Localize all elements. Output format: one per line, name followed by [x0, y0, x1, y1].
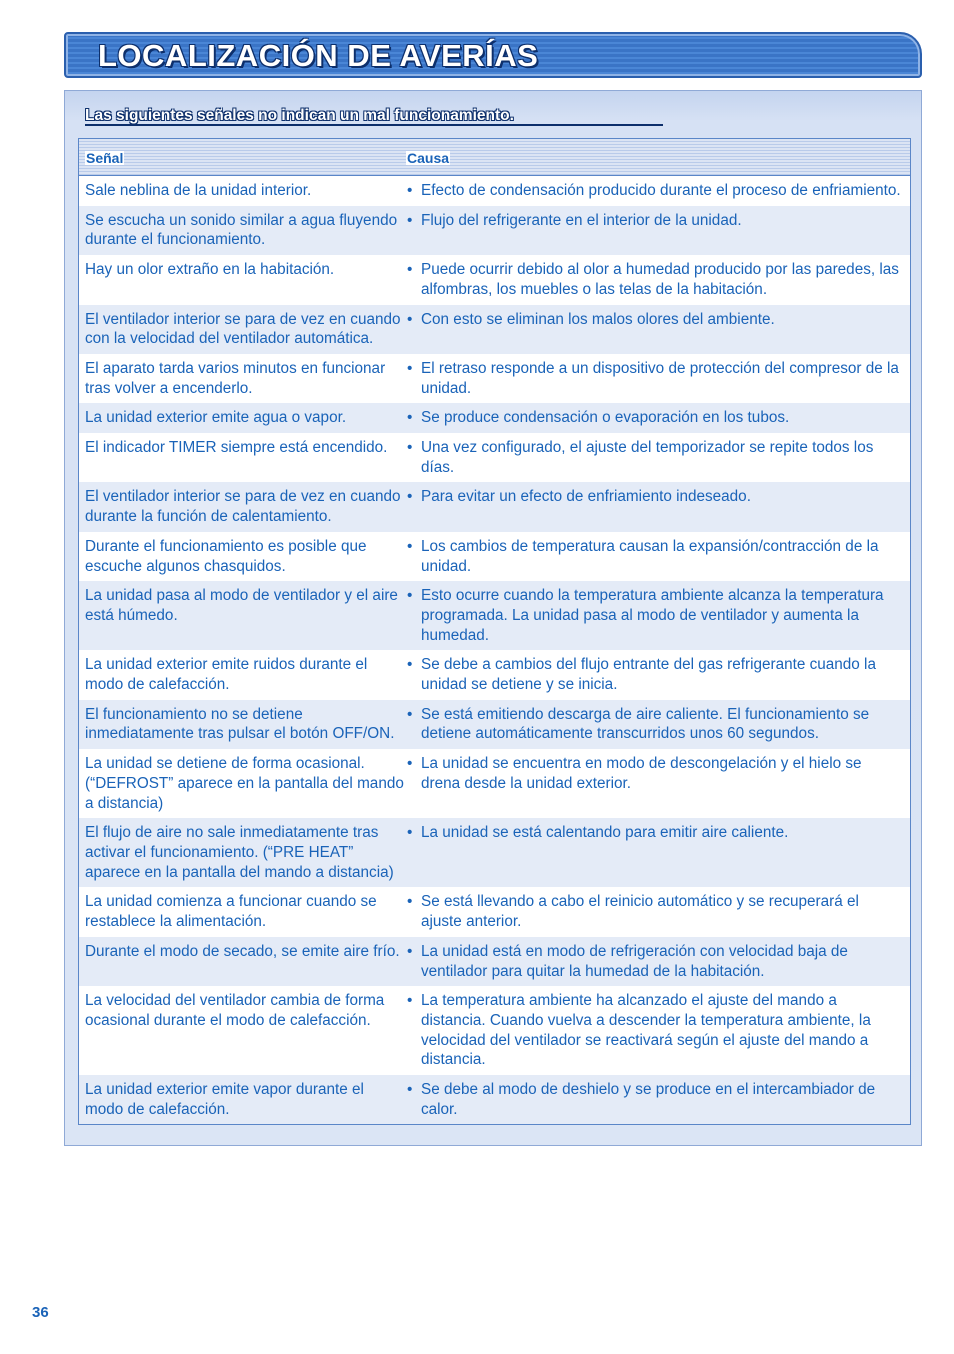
bullet-icon: •: [407, 409, 413, 427]
page-title: LOCALIZACIÓN DE AVERÍAS: [98, 38, 539, 73]
bullet-icon: •: [407, 992, 413, 1010]
cause-text: Se está llevando a cabo el reinicio automático y se recuperará el ajuste anterior.: [421, 893, 859, 931]
cause-text: Para evitar un efecto de enfriamiento indeseado.: [421, 488, 751, 506]
cause-cell: [406, 581, 910, 650]
bullet-icon: •: [407, 211, 413, 229]
table-row: [79, 206, 910, 255]
cause-text: Flujo del refrigerante en el interior de la unidad.: [421, 211, 742, 229]
cause-text: El retraso responde a un dispositivo de protección del compresor de la unidad.: [421, 359, 899, 397]
table-row: [79, 354, 910, 403]
cause-text: Con esto se eliminan los malos olores del ambiente.: [421, 310, 775, 328]
cause-cell: [406, 403, 910, 433]
signal-cell: El aparato tarda varios minutos en funcionar tras volver a encenderlo.: [85, 359, 386, 397]
table-row: [79, 305, 910, 354]
bullet-icon: •: [407, 942, 413, 960]
table-row: [79, 255, 910, 304]
cause-text: La temperatura ambiente ha alcanzado el ajuste del mando a distancia. Cuando vuelva a descender la temperatura ambiente, la velocidad del ventilador se reactivará según el ajuste del mando a distancia.: [421, 992, 871, 1069]
table-row: [79, 482, 910, 531]
signal-cell: El ventilador interior se para de vez en cuando con la velocidad del ventilador automática.: [85, 310, 401, 348]
signal-cell: La velocidad del ventilador cambia de forma ocasional durante el modo de calefacción.: [85, 992, 385, 1029]
signal-cell: La unidad comienza a funcionar cuando se restablece la alimentación.: [85, 893, 377, 931]
bullet-icon: •: [407, 587, 413, 605]
cause-text: La unidad se está calentando para emitir aire caliente.: [421, 824, 789, 842]
cause-text: Se debe a cambios del flujo entrante del gas refrigerante cuando la unidad se detiene y se inicia.: [421, 656, 876, 694]
cause-text: Efecto de condensación producido durante el proceso de enfriamiento.: [421, 182, 901, 199]
troubleshooting-table: [78, 138, 911, 1125]
cause-cell: [406, 206, 910, 255]
cause-text: Se está emitiendo descarga de aire caliente. El funcionamiento se detiene automáticamente transcurridos unos 60 segundos.: [421, 705, 870, 743]
cause-text: Una vez configurado, el ajuste del temporizador se repite todos los días.: [421, 439, 874, 476]
cause-cell: [406, 887, 910, 936]
signal-cell: La unidad exterior emite vapor durante el modo de calefacción.: [85, 1081, 364, 1118]
bullet-icon: •: [407, 893, 413, 911]
signal-cell: Sale neblina de la unidad interior.: [85, 182, 312, 199]
cause-text: Esto ocurre cuando la temperatura ambiente alcanza la temperatura programada. La unidad pasa al modo de ventilador y aumenta la humedad.: [421, 587, 884, 644]
column-header-signal: Señal: [86, 150, 124, 166]
cause-cell: [406, 700, 910, 749]
table-row: [79, 581, 910, 650]
table-row: [79, 818, 910, 887]
column-header-cause: Causa: [407, 150, 450, 166]
signal-cell: La unidad pasa al modo de ventilador y el aire está húmedo.: [85, 587, 398, 624]
cause-cell: [406, 433, 910, 482]
cause-text: Puede ocurrir debido al olor a humedad producido por las paredes, las alfombras, los muebles o las telas de la habitación.: [421, 261, 899, 298]
table-row: [79, 650, 910, 699]
signal-cell: La unidad exterior emite ruidos durante el modo de calefacción.: [85, 656, 368, 694]
table-row: [79, 403, 910, 433]
cause-cell: [406, 482, 910, 531]
signal-cell: El indicador TIMER siempre está encendido.: [85, 439, 388, 457]
table-row: [79, 433, 910, 482]
table-body: [79, 176, 910, 1124]
bullet-icon: •: [407, 182, 413, 199]
signal-cell: Hay un olor extraño en la habitación.: [85, 261, 335, 279]
cause-cell: [406, 818, 910, 887]
signal-cell: Se escucha un sonido similar a agua fluyendo durante el funcionamiento.: [85, 211, 398, 249]
bullet-icon: •: [407, 755, 413, 773]
signal-cell: La unidad exterior emite agua o vapor.: [85, 409, 347, 427]
cause-text: La unidad está en modo de refrigeración con velocidad baja de ventilador para quitar la humedad de la habitación.: [421, 942, 848, 980]
table-row: [79, 887, 910, 936]
bullet-icon: •: [407, 359, 413, 377]
cause-cell: [406, 749, 910, 818]
signal-cell: Durante el modo de secado, se emite aire frío.: [85, 942, 400, 960]
section-title-bar: [64, 32, 922, 78]
cause-cell: [406, 305, 910, 354]
cause-cell: [406, 986, 910, 1075]
table-row: [79, 532, 910, 581]
page-number: 36: [32, 1304, 49, 1321]
cause-cell: [406, 532, 910, 581]
signal-cell: El flujo de aire no sale inmediatamente tras activar el funcionamiento. (“PRE HEAT” aparece en la pantalla del mando a distancia): [85, 824, 394, 881]
cause-text: La unidad se encuentra en modo de descongelación y el hielo se drena desde la unidad exterior.: [421, 755, 862, 792]
cause-cell: [406, 176, 910, 206]
signal-cell: La unidad se detiene de forma ocasional. (“DEFROST” aparece en la pantalla del mando a distancia): [85, 755, 404, 812]
bullet-icon: •: [407, 261, 413, 279]
table-header: [79, 139, 910, 176]
table-row: [79, 749, 910, 818]
bullet-icon: •: [407, 488, 413, 506]
signal-cell: El ventilador interior se para de vez en cuando durante la función de calentamiento.: [85, 488, 401, 526]
cause-cell: [406, 255, 910, 304]
subtitle-underline: [85, 124, 663, 126]
bullet-icon: •: [407, 824, 413, 842]
bullet-icon: •: [407, 439, 413, 457]
bullet-icon: •: [407, 1081, 413, 1099]
table-row: [79, 176, 910, 206]
table-row: [79, 937, 910, 986]
panel-subtitle: Las siguientes señales no indican un mal funcionamiento.: [85, 107, 514, 124]
cause-cell: [406, 650, 910, 699]
cause-cell: [406, 354, 910, 403]
troubleshooting-panel: [64, 90, 922, 1146]
table-row: [79, 700, 910, 749]
signal-cell: Durante el funcionamiento es posible que escuche algunos chasquidos.: [85, 537, 367, 575]
bullet-icon: •: [407, 310, 413, 328]
cause-text: Se produce condensación o evaporación en los tubos.: [421, 409, 790, 427]
bullet-icon: •: [407, 656, 413, 674]
cause-cell: [406, 937, 910, 986]
bullet-icon: •: [407, 537, 413, 555]
cause-cell: [406, 1075, 910, 1124]
cause-text: Se debe al modo de deshielo y se produce en el intercambiador de calor.: [421, 1081, 876, 1118]
bullet-icon: •: [407, 705, 413, 723]
cause-text: Los cambios de temperatura causan la expansión/contracción de la unidad.: [421, 537, 879, 575]
table-row: [79, 1075, 910, 1124]
table-row: [79, 986, 910, 1075]
signal-cell: El funcionamiento no se detiene inmediatamente tras pulsar el botón OFF/ON.: [85, 705, 395, 743]
